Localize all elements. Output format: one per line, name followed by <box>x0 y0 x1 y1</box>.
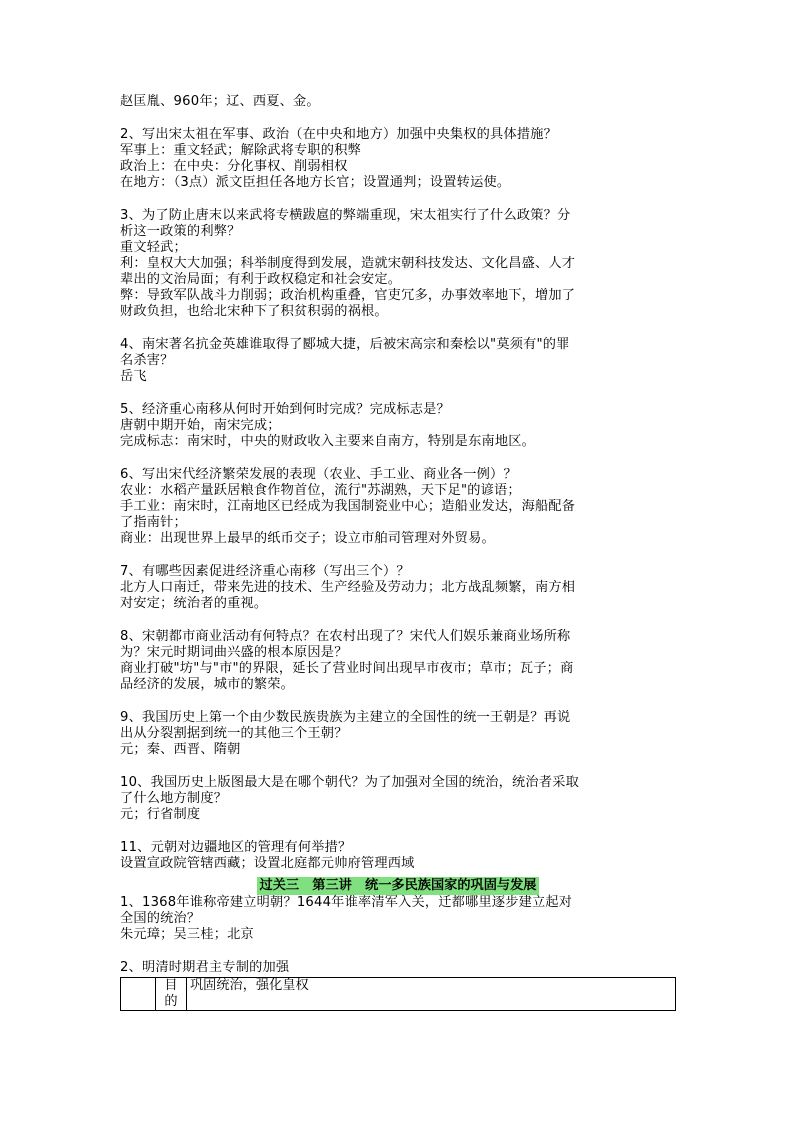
text-line: 了什么地方制度？ <box>120 791 228 806</box>
text-line: 出从分裂割据到统一的其他三个王朝？ <box>120 726 348 741</box>
text-line: 7、有哪些因素促进经济重心南移（写出三个）？ <box>120 564 410 579</box>
table-content: 巩固统治，强化皇权 <box>190 978 309 993</box>
text-line: 政治上：在中央：分化事权、削弱相权 <box>120 159 348 174</box>
text-line: 9、我国历史上第一个由少数民族贵族为主建立的全国性的统一王朝是？再说 <box>120 710 571 725</box>
spacer <box>120 612 676 629</box>
table-cell-blank <box>121 978 156 1011</box>
text-line: 北方人口南迁，带来先进的技术、生产经验及劳动力；北方战乱频繁，南方相 <box>120 580 576 595</box>
text-line: 在地方：（3点）派文臣担任各地方长官；设置通判；设置转运使。 <box>120 175 511 190</box>
table-row <box>121 978 676 1011</box>
text-line: 品经济的发展，城市的繁荣。 <box>120 677 295 692</box>
text-line: 为？宋元时期词曲兴盛的根本原因是？ <box>120 645 348 660</box>
qa-block-1 <box>120 94 676 872</box>
spacer <box>120 320 676 337</box>
text-line: 2、明清时期君主专制的加强 <box>120 960 290 975</box>
text-line: 朱元璋；吴三桂；北京 <box>120 927 254 942</box>
text-line: 商业打破"坊"与"市"的界限，延长了营业时间出现早市夜市；草市；瓦子；商 <box>120 661 574 676</box>
text-line: 析这一政策的利弊？ <box>120 224 241 239</box>
text-line: 辈出的文治局面；有利于政权稳定和社会安定。 <box>120 272 402 287</box>
text-line: 8、宋朝都市商业活动有何特点？在农村出现了？宋代人们娱乐兼商业场所称 <box>120 629 571 644</box>
text-line: 6、写出宋代经济繁荣发展的表现（农业、手工业、商业各一例）？ <box>120 467 517 482</box>
section-heading-row <box>120 874 676 895</box>
section-heading: 过关三 第三讲 统一多民族国家的巩固与发展 <box>257 877 540 895</box>
text-line: 弊：导致军队战斗力削弱；政治机构重叠，官吏冗多，办事效率地下，增加了 <box>120 288 576 303</box>
text-line: 元；秦、西晋、隋朝 <box>120 742 241 757</box>
spacer <box>120 110 676 127</box>
text-line: 11、元朝对边疆地区的管理有何举措？ <box>120 840 352 855</box>
text-line: 对安定；统治者的重视。 <box>120 596 268 611</box>
text-line: 2、写出宋太祖在军事、政治（在中央和地方）加强中央集权的具体措施？ <box>120 127 557 142</box>
text-line: 了指南针； <box>120 515 187 530</box>
text-line: 重文轻武； <box>120 240 187 255</box>
text-line: 利：皇权大大加强；科举制度得到发展，造就宋朝科技发达、文化昌盛、人才 <box>120 256 576 271</box>
text-line: 1、1368年谁称帝建立明朝？1644年谁率清军入关，迁都哪里逐步建立起对 <box>120 895 573 910</box>
text-line: 财政负担，也给北宋种下了积贫积弱的祸根。 <box>120 304 388 319</box>
text-line: 4、南宋著名抗金英雄谁取得了郾城大捷，后被宋高宗和秦桧以"莫须有"的罪 <box>120 337 570 352</box>
qa-block-2 <box>120 895 676 976</box>
document-page <box>120 94 676 1011</box>
spacer <box>120 758 676 775</box>
spacer <box>120 385 676 402</box>
text-line: 全国的统治？ <box>120 911 201 926</box>
text-line: 完成标志：南宋时，中央的财政收入主要来自南方，特别是东南地区。 <box>120 434 536 449</box>
table-label: 目的 <box>164 978 178 1009</box>
text-line: 岳飞 <box>120 369 147 384</box>
spacer <box>120 823 676 840</box>
spacer <box>120 547 676 564</box>
text-line: 军事上：重文轻武；解除武将专职的积弊 <box>120 143 361 158</box>
text-line: 元；行省制度 <box>120 807 201 822</box>
table-cell-label <box>156 978 187 1011</box>
text-line: 5、经济重心南移从何时开始到何时完成？完成标志是？ <box>120 402 450 417</box>
text-line: 10、我国历史上版图最大是在哪个朝代？为了加强对全国的统治，统治者采取 <box>120 775 579 790</box>
text-line: 3、为了防止唐末以来武将专横跋扈的弊端重现，宋太祖实行了什么政策？分 <box>120 208 571 223</box>
text-line: 农业：水稻产量跃居粮食作物首位，流行"苏湖熟，天下足"的谚语； <box>120 483 521 498</box>
text-line: 商业：出现世界上最早的纸币交子；设立市舶司管理对外贸易。 <box>120 531 495 546</box>
spacer <box>120 191 676 208</box>
spacer <box>120 450 676 467</box>
spacer <box>120 693 676 710</box>
text-line: 手工业：南宋时，江南地区已经成为我国制瓷业中心；造船业发达，海船配备 <box>120 499 576 514</box>
table-cell-content <box>187 978 676 1011</box>
text-line: 设置宣政院管辖西藏；设置北庭都元帅府管理西域 <box>120 856 415 871</box>
text-line: 赵匡胤、960年；辽、西夏、金。 <box>120 94 320 109</box>
measures-table <box>120 977 676 1011</box>
spacer <box>120 943 676 960</box>
text-line: 唐朝中期开始，南宋完成； <box>120 418 281 433</box>
text-line: 名杀害？ <box>120 353 174 368</box>
